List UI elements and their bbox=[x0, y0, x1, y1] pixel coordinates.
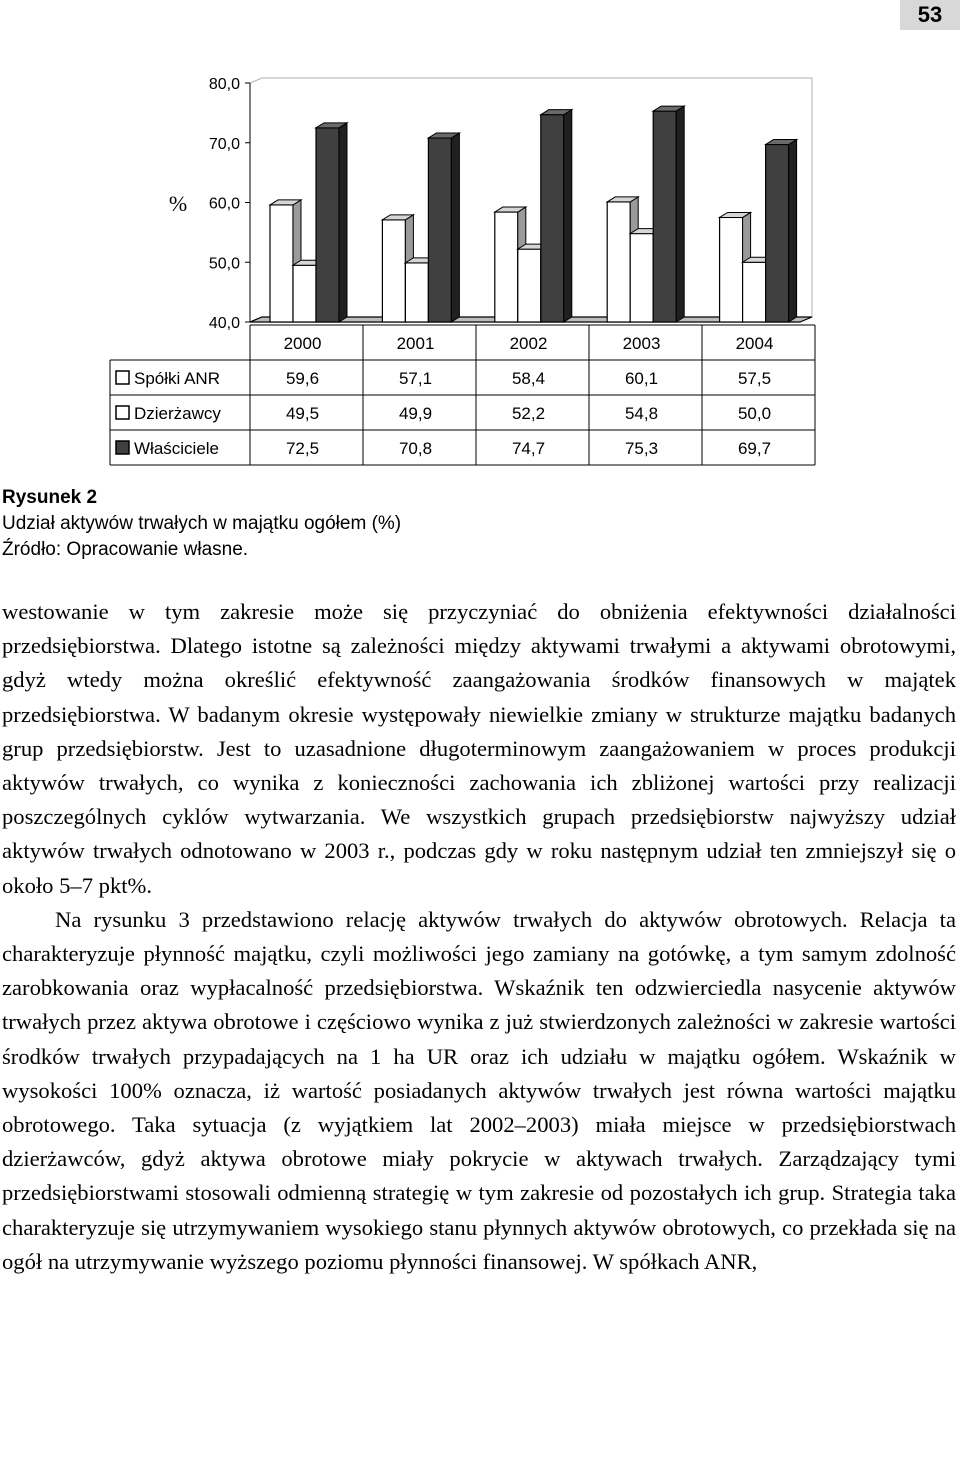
x-tick-label: 2004 bbox=[735, 334, 774, 353]
data-label: 59,6 bbox=[285, 369, 320, 388]
bar-side bbox=[676, 106, 684, 322]
bar-front bbox=[743, 262, 766, 322]
y-tick-label: 60,0 bbox=[208, 195, 240, 213]
data-label: 57,1 bbox=[398, 369, 433, 388]
x-tick-label: 2002 bbox=[509, 334, 548, 353]
x-tick-label: 2000 bbox=[283, 334, 322, 353]
bar-front bbox=[541, 115, 564, 322]
body-text bbox=[2, 595, 956, 1279]
bar-front bbox=[316, 128, 339, 322]
caption-label: Rysunek 2 bbox=[2, 487, 98, 508]
legend-swatch bbox=[116, 441, 129, 454]
y-tick-label: 70,0 bbox=[208, 135, 240, 153]
y-tick-label: 50,0 bbox=[208, 255, 240, 273]
bar-front bbox=[518, 249, 541, 322]
paragraph-2: Na rysunku 3 przedstawiono relację aktywów trwałych do aktywów obrotowych. Relacja ta charakteryzuje płynność majątku, czyli możliwości jego zamiany na gotówkę, a tym samym zdolność zarobkowania oraz wypłacalność przedsiębiorstwa. Wskaźnik ten odzwierciedla nasycenie aktywów trwałych przez aktywa obrotowe i częściowo wynika z już stwierdzonych zależności w zakresie wartości środków trwałych przypadających na 1 ha UR oraz ich udziału w majątku ogółem. Wskaźnik w wysokości 100% oznacza, iż wartość posiadanych aktywów trwałych jest równa wartości majątku obrotowego. Taka sytuacja (z wyjątkiem lat 2002–2003) miała miejsce w przedsiębiorstwach dzierżawców, gdyż aktywa obrotowe miały pokrycie w aktywach trwałych. Zarządzający tymi przedsiębiorstwami stosowali odmienną strategię w tym zakresie od pozostałych ich grup. Strategia taka charakteryzuje się utrzymywaniem wysokiego stanu płynnych aktywów obrotowych, co przekłada się na ogół na utrzymywanie wyższego poziomu płynności finansowej. W spółkach ANR, bbox=[2, 906, 956, 1274]
x-tick-label: 2001 bbox=[396, 334, 435, 353]
bar-side bbox=[451, 133, 459, 322]
bar-front bbox=[428, 138, 451, 322]
bar-side bbox=[564, 110, 572, 322]
bar-chart bbox=[0, 60, 960, 475]
data-label: 52,2 bbox=[511, 404, 546, 423]
data-label: 54,8 bbox=[624, 404, 659, 423]
data-label: 57,5 bbox=[737, 369, 772, 388]
bar-front bbox=[495, 212, 518, 322]
x-tick-label: 2003 bbox=[622, 334, 661, 353]
bar-front bbox=[653, 111, 676, 322]
legend-label: Dzierżawcy bbox=[134, 404, 221, 423]
data-label: 49,5 bbox=[285, 404, 320, 423]
bar-front bbox=[405, 263, 428, 322]
y-unit-label: % bbox=[168, 191, 188, 216]
data-label: 74,7 bbox=[511, 439, 546, 458]
paragraph-1: westowanie w tym zakresie może się przyczyniać do obniżenia efektywności działalności przedsiębiorstwa. Dlatego istotne są zależności między aktywami trwałymi a aktywami obrotowymi, gdyż wtedy można określić efektywność zaangażowania środków finansowych w majątek przedsiębiorstwa. W badanym okresie występowały niewielkie zmiany w strukturze majątku badanych grup przedsiębiorstw. Jest to uzasadnione długoterminowym zaangażowaniem w proces produkcji aktywów trwałych, co wynika z konieczności zachowania ich zbliżonej wartości przy realizacji poszczególnych cyklów wytwarzania. We wszystkich grupach przedsiębiorstw najwyższy udział aktywów trwałych odnotowano w 2003 r., podczas gdy w roku następnym udział ten zmniejszył się o około 5–7 pkt%. bbox=[2, 599, 956, 898]
caption-source: Źródło: Opracowanie własne. bbox=[2, 539, 249, 560]
bar-front bbox=[766, 145, 789, 322]
data-label: 58,4 bbox=[511, 369, 546, 388]
legend-swatch bbox=[116, 371, 129, 384]
legend-label: Właściciele bbox=[134, 439, 220, 458]
legend-swatch bbox=[116, 406, 129, 419]
data-label: 69,7 bbox=[737, 439, 772, 458]
data-label: 60,1 bbox=[624, 369, 659, 388]
data-label: 49,9 bbox=[398, 404, 433, 423]
page-number: 53 bbox=[900, 0, 960, 30]
data-label: 50,0 bbox=[737, 404, 772, 423]
bar-side bbox=[789, 140, 797, 322]
y-tick-label: 80,0 bbox=[208, 76, 240, 93]
data-label: 70,8 bbox=[398, 439, 433, 458]
bar-front bbox=[293, 265, 316, 322]
data-label: 75,3 bbox=[624, 439, 659, 458]
bar-front bbox=[270, 205, 293, 322]
figure-caption bbox=[2, 485, 702, 563]
bar-front bbox=[607, 202, 630, 322]
bar-front bbox=[382, 220, 405, 322]
legend-label: Spółki ANR bbox=[134, 369, 220, 388]
bar-front bbox=[630, 234, 653, 322]
data-label: 72,5 bbox=[285, 439, 320, 458]
bar-side bbox=[339, 123, 347, 322]
caption-title: Udział aktywów trwałych w majątku ogółem (%) bbox=[2, 513, 402, 534]
y-tick-label: 40,0 bbox=[208, 315, 240, 332]
bar-front bbox=[720, 217, 743, 322]
